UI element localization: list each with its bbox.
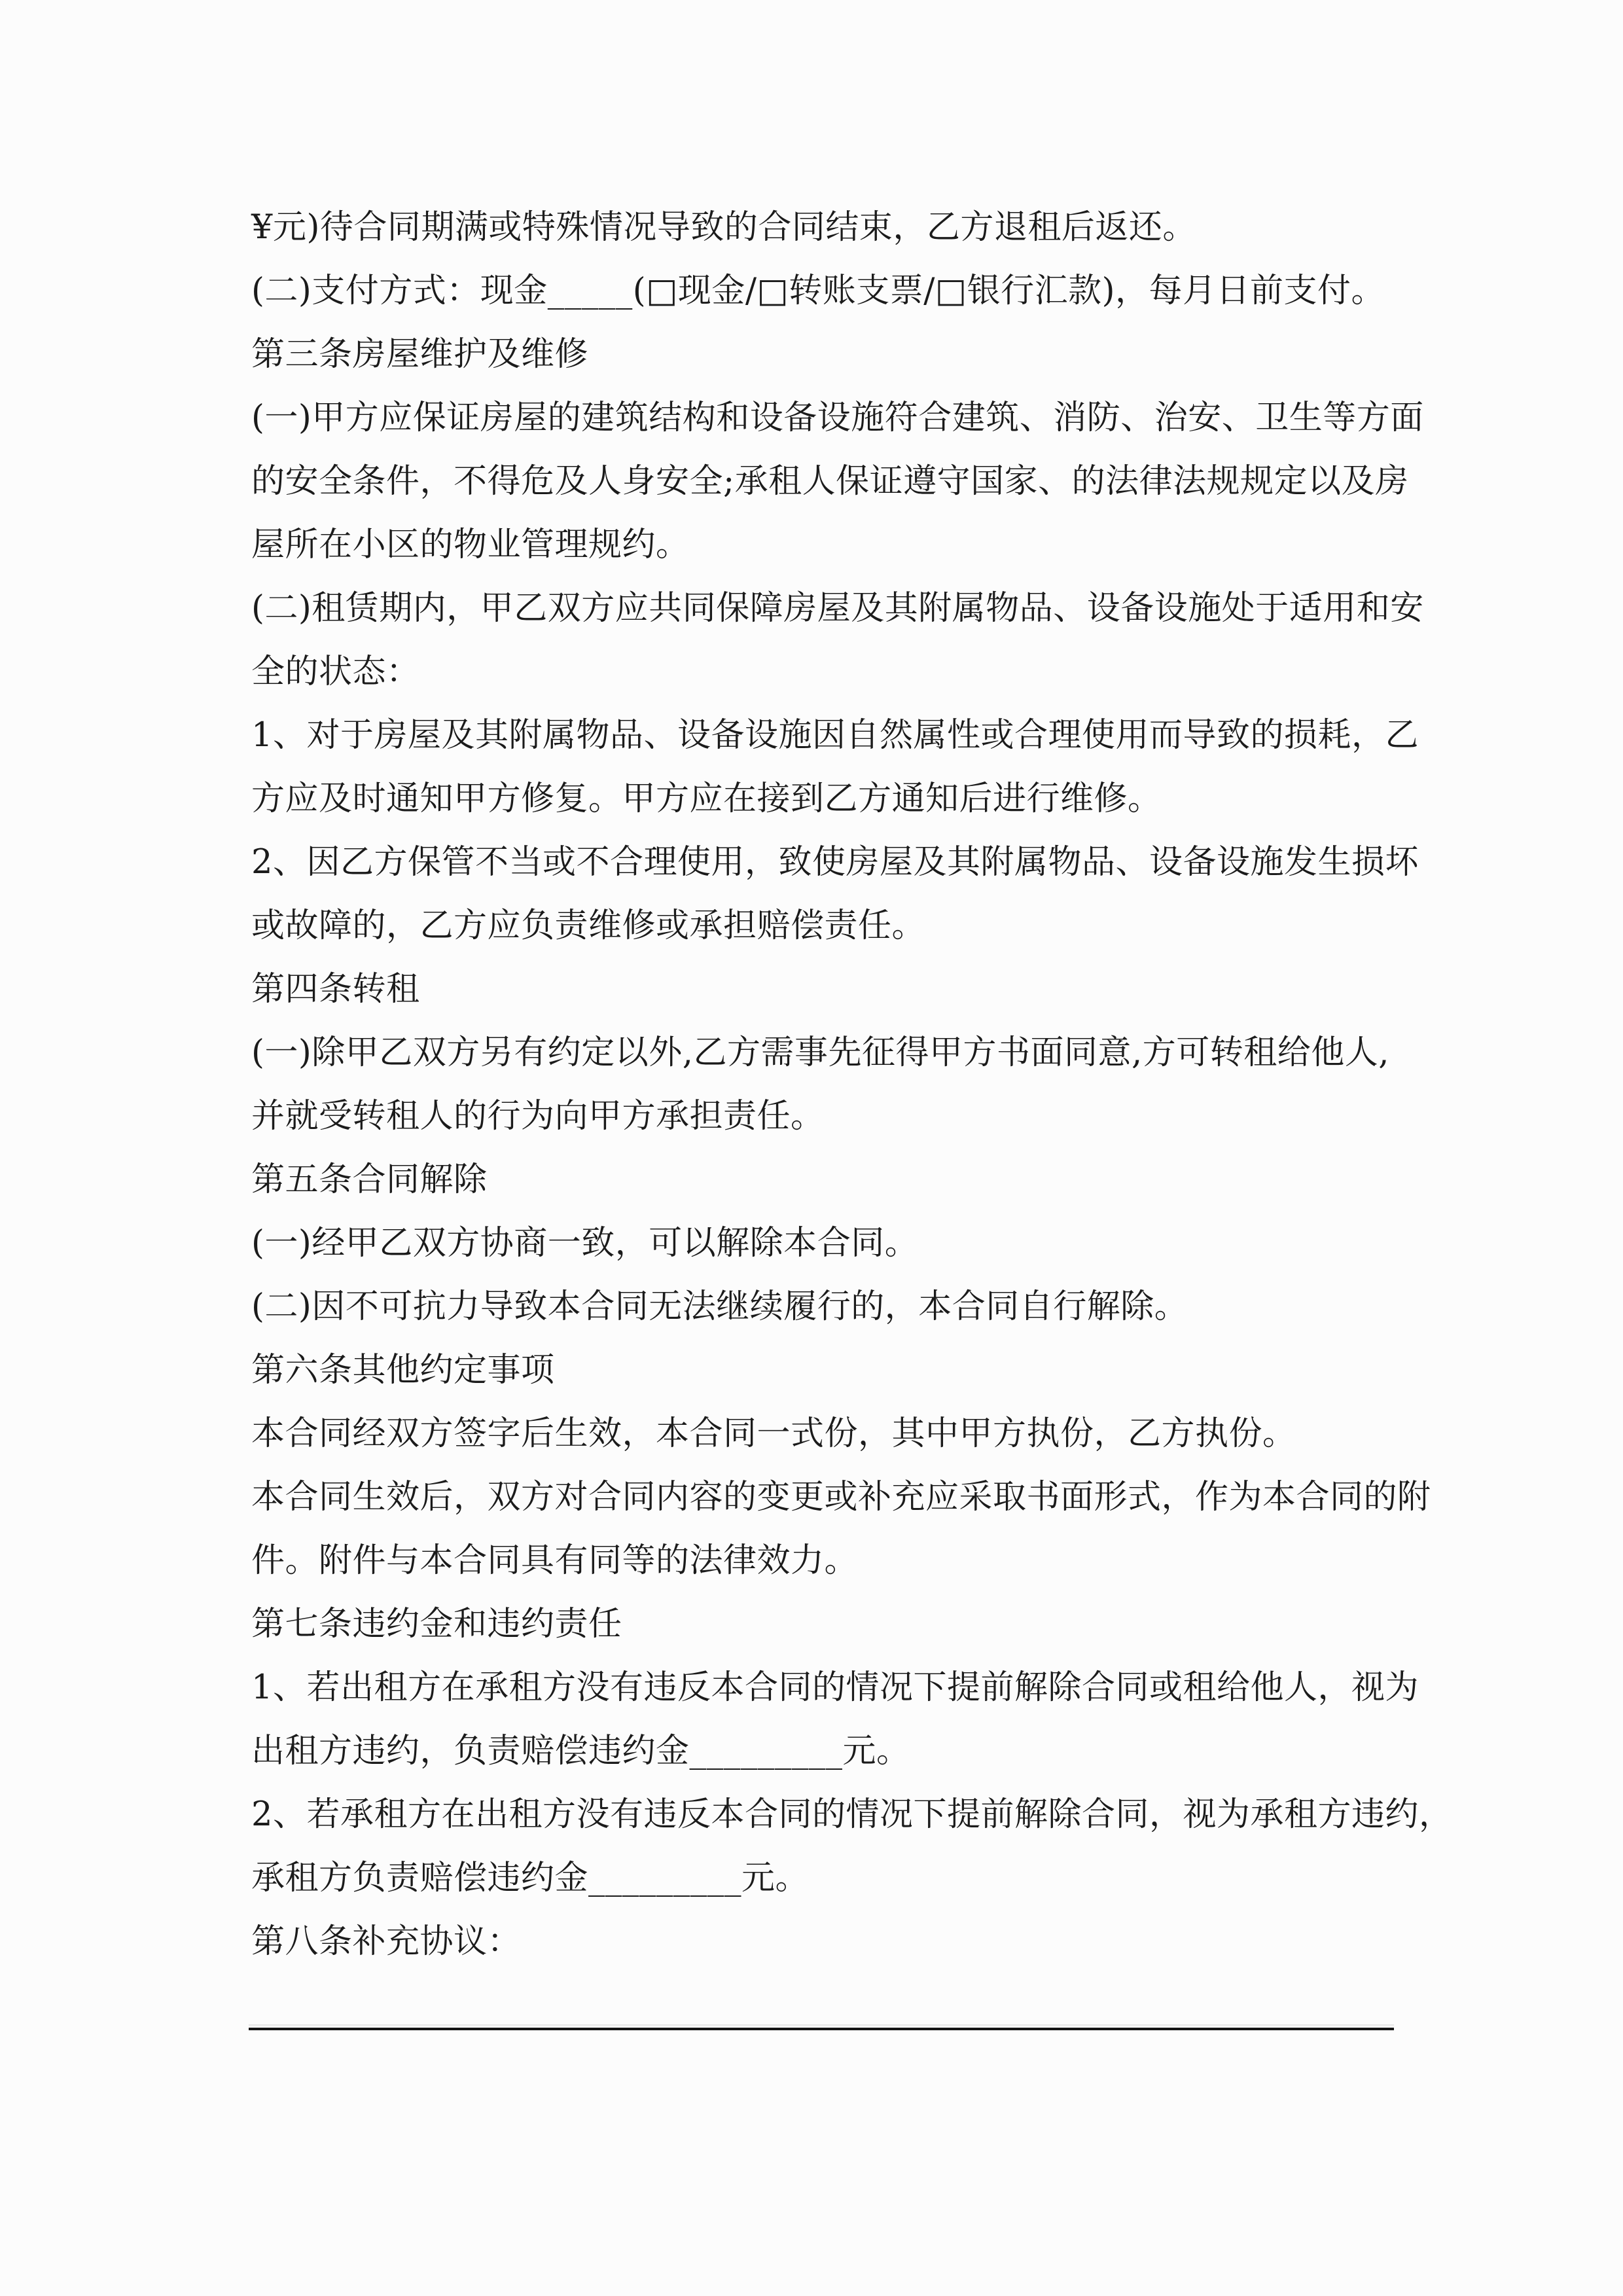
- text-line: 全的状态：: [251, 653, 420, 691]
- footer-divider-highlight: [249, 2024, 1394, 2026]
- text-line: 承租方负责赔偿违约金_________元。: [251, 1859, 810, 1897]
- text-line: 1、对于房屋及其附属物品、设备设施因自然属性或合理使用而导致的损耗，乙: [251, 716, 1419, 755]
- text-line: (一)甲方应保证房屋的建筑结构和设备设施符合建筑、消防、治安、卫生等方面: [251, 399, 1424, 437]
- footer-divider: [249, 2024, 1394, 2032]
- text-line: 屋所在小区的物业管理规约。: [251, 526, 690, 564]
- contract-text-block: [251, 196, 1453, 1973]
- text-line: ¥元)待合同期满或特殊情况导致的合同结束，乙方退租后返还。: [251, 208, 1196, 247]
- text-line: 第七条违约金和违约责任: [251, 1605, 622, 1643]
- text-line: (二)因不可抗力导致本合同无法继续履行的，本合同自行解除。: [251, 1287, 1188, 1326]
- text-line: 方应及时通知甲方修复。甲方应在接到乙方通知后进行维修。: [251, 780, 1162, 818]
- text-line: (一)经甲乙双方协商一致，可以解除本合同。: [251, 1224, 919, 1263]
- text-line: 第六条其他约定事项: [251, 1351, 555, 1390]
- text-line: 2、因乙方保管不当或不合理使用，致使房屋及其附属物品、设备设施发生损坏: [251, 843, 1419, 882]
- text-line: 第四条转租: [251, 970, 420, 1009]
- text-line: 本合同经双方签字后生效，本合同一式份，其中甲方执份，乙方执份。: [251, 1414, 1296, 1453]
- text-line: (二)支付方式：现金_____(□现金/□转账支票/□银行汇款)，每月日前支付。: [251, 272, 1385, 310]
- text-line: 出租方违约，负责赔偿违约金_________元。: [251, 1732, 910, 1770]
- footer-divider-rule: [249, 2028, 1394, 2030]
- text-line: 第三条房屋维护及维修: [251, 335, 589, 374]
- text-line: 的安全条件，不得危及人身安全;承租人保证遵守国家、的法律法规规定以及房: [251, 462, 1409, 501]
- text-line: 第五条合同解除: [251, 1160, 488, 1199]
- text-line: 件。附件与本合同具有同等的法律效力。: [251, 1541, 859, 1580]
- text-line: 或故障的，乙方应负责维修或承担赔偿责任。: [251, 906, 926, 945]
- text-line: (一)除甲乙双方另有约定以外,乙方需事先征得甲方书面同意,方可转租给他人,: [251, 1033, 1389, 1072]
- text-line: 1、若出租方在承租方没有违反本合同的情况下提前解除合同或租给他人，视为: [251, 1668, 1419, 1707]
- text-line: 本合同生效后，双方对合同内容的变更或补充应采取书面形式，作为本合同的附: [251, 1478, 1431, 1516]
- text-line: 第八条补充协议：: [251, 1922, 522, 1961]
- text-line: 2、若承租方在出租方没有违反本合同的情况下提前解除合同，视为承租方违约，: [251, 1795, 1453, 1834]
- text-line: 并就受转租人的行为向甲方承担责任。: [251, 1097, 825, 1136]
- text-line: (二)租赁期内，甲乙双方应共同保障房屋及其附属物品、设备设施处于适用和安: [251, 589, 1424, 628]
